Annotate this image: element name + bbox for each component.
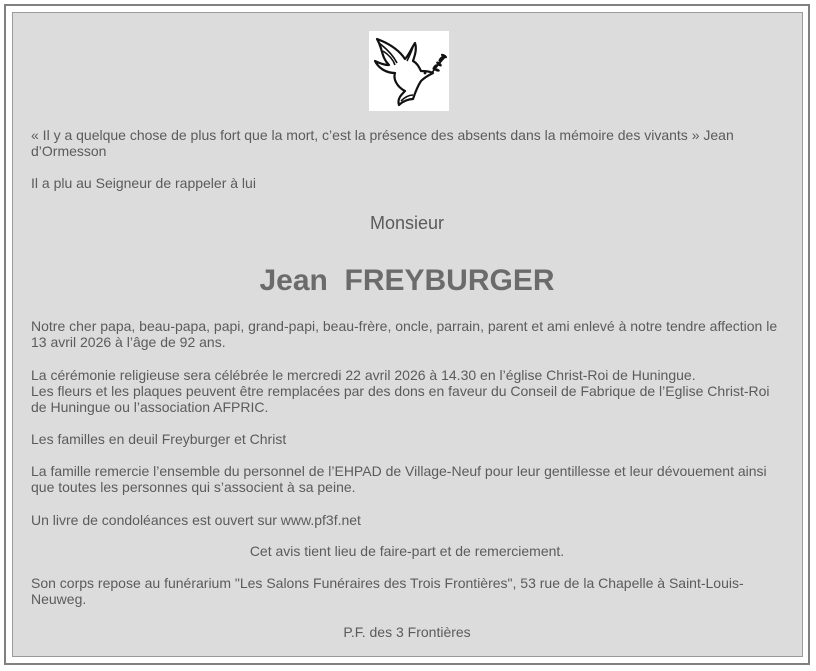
flowers-info: Les fleurs et les plaques peuvent être remplacées par des dons en faveur du Conseil de Fabrique de l’Eglise Christ-Roi de Huningue ou l’association AFPRIC.	[31, 383, 770, 415]
description: Notre cher papa, beau-papa, papi, grand-papi, beau-frère, oncle, parrain, parent et ami enlevé à notre tendre affection le 13 avril 2026 à l’âge de 92 ans.	[31, 318, 778, 350]
dove-icon	[369, 31, 449, 111]
rest-place: Son corps repose au funérarium "Les Salons Funéraires des Trois Frontières", 53 rue de la Chapelle à Saint-Louis-Neuweg.	[31, 575, 744, 607]
notice-line: Cet avis tient lieu de faire-part et de remerciement.	[249, 543, 565, 559]
intro-line: Il a plu au Seigneur de rappeler à lui	[31, 175, 256, 191]
deceased-name: Jean FREYBURGER	[259, 264, 555, 297]
quote: « Il y a quelque chose de plus fort que la mort, c’est la présence des absents dans la mémoire des vivants » Jean d’Ormesson	[31, 127, 734, 159]
families-line: Les familles en deuil Freyburger et Christ	[31, 431, 287, 447]
obituary-notice	[12, 12, 803, 657]
funeral-home-signature: P.F. des 3 Frontières	[343, 624, 471, 640]
condolences-line: Un livre de condoléances est ouvert sur www.pf3f.net	[31, 512, 361, 528]
civility: Monsieur	[369, 213, 445, 233]
dove-with-olive-branch-icon	[369, 31, 449, 111]
ceremony-info: La cérémonie religieuse sera célébrée le mercredi 22 avril 2026 à 14.30 en l’église Christ-Roi de Huningue.	[31, 367, 696, 383]
thanks-paragraph: La famille remercie l’ensemble du personnel de l’EHPAD de Village-Neuf pour leur gentillesse et leur dévouement ainsi que toutes les personnes qui s’associent à sa peine.	[31, 463, 767, 495]
